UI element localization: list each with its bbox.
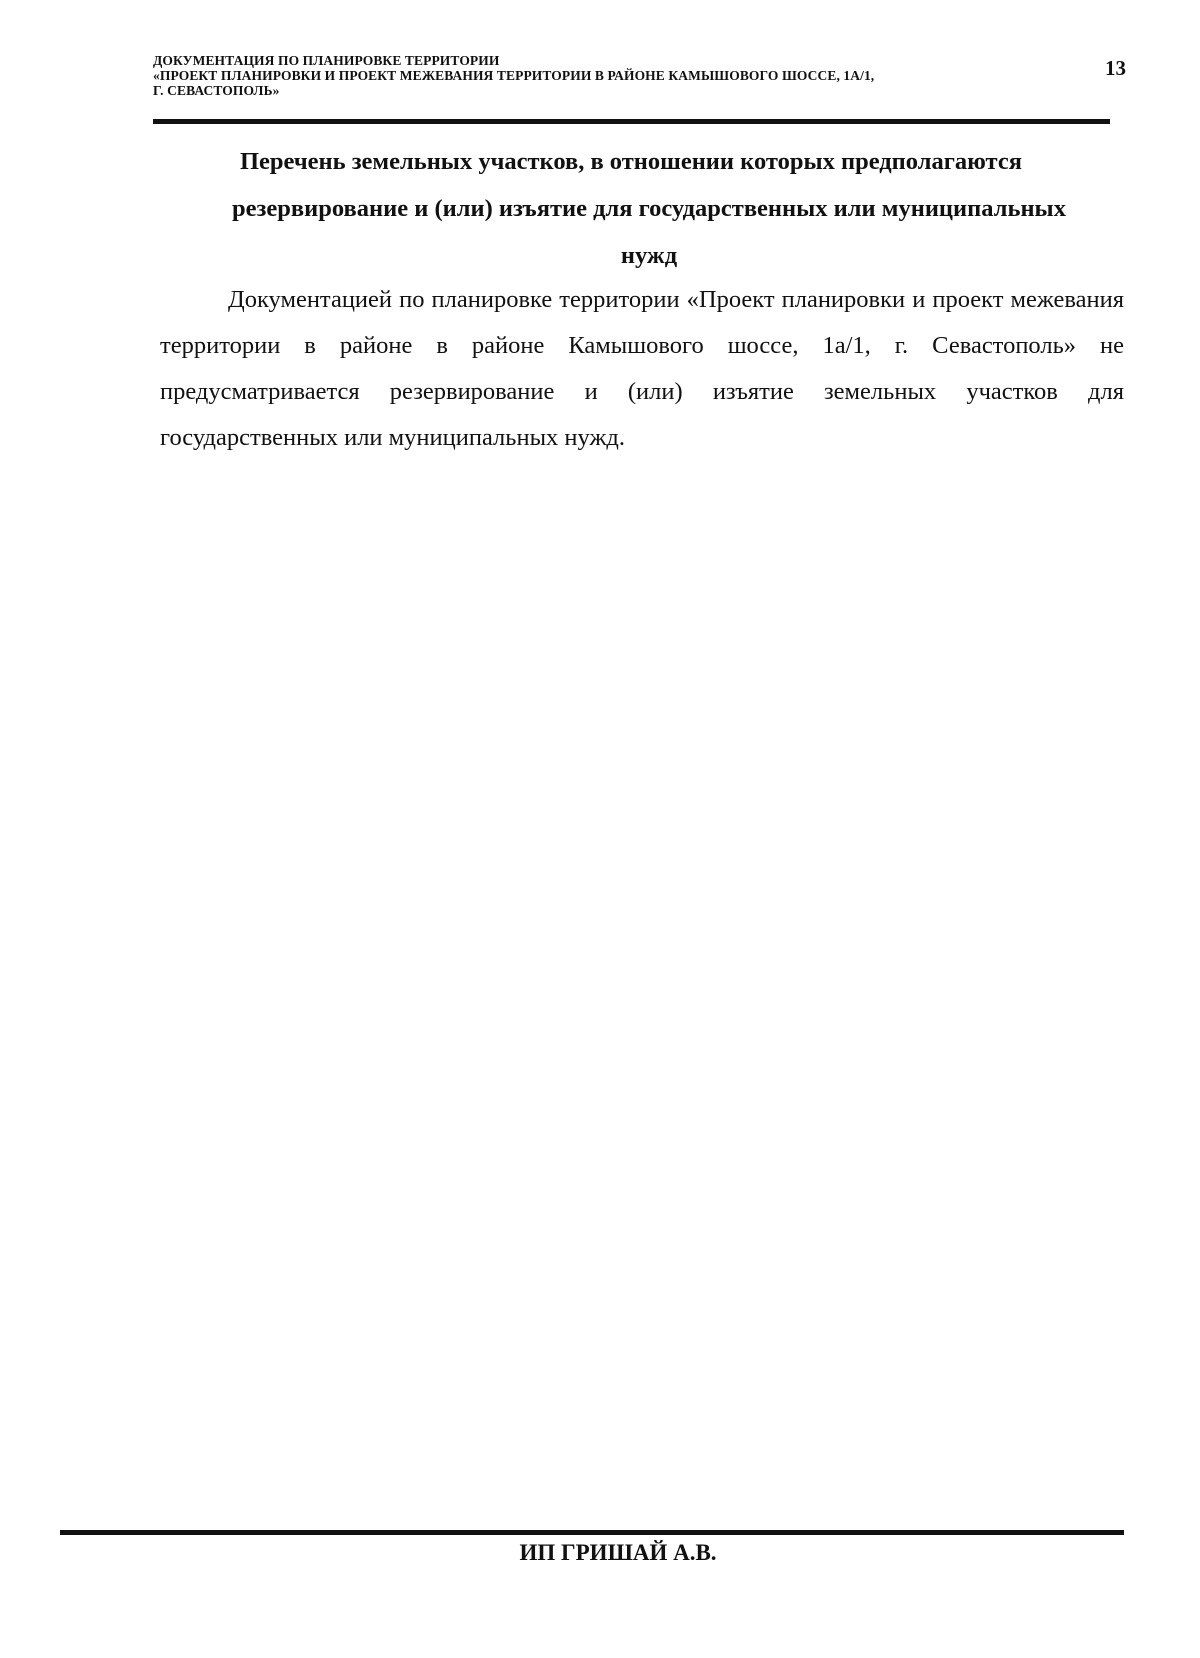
header-line-1: ДОКУМЕНТАЦИЯ ПО ПЛАНИРОВКЕ ТЕРРИТОРИИ: [153, 53, 500, 68]
body-paragraph: Документацией по планировке территории «Проект планировки и проект межевания территории в районе в районе Камышового шоссе, 1а/1, г. Севастополь» не предусматривается резервирование и (или) изъятие земельных участков для государственных или муниципальных нужд.: [160, 286, 1124, 451]
header-line-3: Г. СЕВАСТОПОЛЬ»: [153, 83, 280, 98]
footer-author: ИП ГРИШАЙ А.В.: [519, 1540, 717, 1565]
running-header: [153, 53, 1053, 98]
section-title-line-2: резервирование и (или) изъятие для государственных или муниципальных: [232, 195, 1066, 222]
footer-divider: [60, 1530, 1124, 1535]
page-number: 13: [1105, 56, 1126, 80]
section-title-line-3: нужд: [620, 242, 678, 269]
body-text: [160, 277, 1124, 461]
header-line-2: «ПРОЕКТ ПЛАНИРОВКИ И ПРОЕКТ МЕЖЕВАНИЯ ТЕРРИТОРИИ В РАЙОНЕ КАМЫШОВОГО ШОССЕ, 1А/1,: [153, 68, 875, 83]
header-divider: [153, 119, 1110, 124]
section-title-line-1: Перечень земельных участков, в отношении которых предполагаются: [240, 148, 1022, 175]
section-title: [160, 138, 1120, 279]
